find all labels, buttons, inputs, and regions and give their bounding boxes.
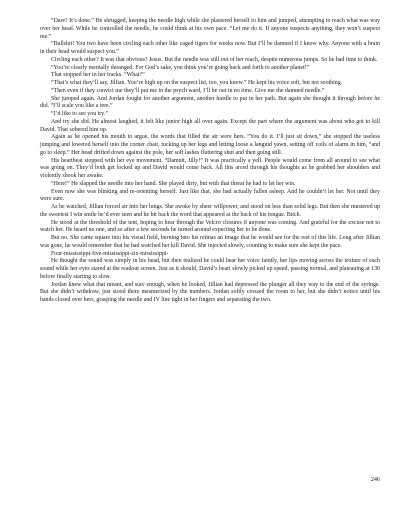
paragraph: As he watched, Jillian forced air into her lungs. She awoke by sheer willpower, and stood on less than solid legs. But then she mustered up the sweetest I win smile he’d ever seen and he bit back the word that appeared at the back of his tongue. Bitch. [40,204,380,218]
paragraph: “Bullshit! You two have been circling each other like caged tigers for weeks now. But I’ll be damned if I know why. Anyone with a brain in their head would suspect you.” [40,41,380,55]
paragraph: Even now she was blinking and re-orienting herself. Just like that, she had actually fallen asleep. And he couldn’t let her. Not until they were sure. [40,188,380,203]
paragraph: Jordan knew what that meant, and sure enough, when he looked, Jillian had depressed the plunger all they way to the end of the syringe. But she didn’t withdraw, just stood there mesmerized by the numbers. Jordan softly crossed the room to her, but she didn’t notice until his hands closed over hers, grasping the needle and IV line tight in her fingers and separating the two. [40,281,380,303]
paragraph: “You’re clearly mentally deranged. For God’s sake, you think you’re going back and forth to another planet!” [51,64,310,71]
paragraph: And try she did. He almost laughed, it felt like junior high all over again. Except the part where the argument was about who got to kill David. That sobered him up. [40,118,380,133]
paragraph: Circling each other? It was that obvious? Jesus. But the needle was still out of her reach, despite numerous jumps. So he had time to think. [51,56,378,63]
paragraph: Four-mississippi-five-mississippi-six-mississippi- [51,250,169,257]
paragraph: But no. She came square into his visual field, burning into his retinas an image that he would see for the rest of this life. Long after Jillian was gone, he would remember that he had watched her kill David. She injected slowly, counting to make sure she kept the pace. [40,235,380,249]
paragraph: “Dare? It’s done.” He shrugged, keeping the needle high while she plastered herself to him and jumped, attempting to reach what was way over her head. While he controlled the needle, he could think at his own pace. “Let me do it. If anyone suspects anything, they won’t suspect me.” [40,18,380,40]
paragraph: “Here!” He slapped the needle into her hand. She played dirty, but with that threat he had to let her win. [51,180,296,187]
paragraph: His heartbeat stopped with her eye movement. “Damnit, Jilly!” It was practically a yell. People would come from all around to see what was going on. They’d both get locked up and David would come back. All this arced through his thoughts as he grabbed her shoulders and violently shook her awake. [40,157,380,179]
paragraph: “Then even if they convict me they’ll put me in the psych ward, I’ll be out in no time. Give me the damned needle.” [51,87,325,94]
paragraph: He stood at the threshold of the tent, hoping to hear through the Velcro closures if anyone was coming. And grateful for the excuse not to watch her. He heard no one, and so after a few seconds he turned around expecting her to be done. [40,219,380,234]
page-number: 246 [370,476,380,483]
paragraph: Again as he opened his mouth to argue, the words that filled the air were hers. “You do it. I’ll just sit down,” she stopped the useless jumping and lowered herself into the corner chair, tucking up her legs and letting loose a languid yawn, setting off coils of alarm in him, “and go to sleep.” Her head drifted down against the pole, her soft lashes fluttering shut and then going still. [40,134,380,156]
body-text [40,18,380,305]
paragraph: “That’s what they’ll say, Jillian. You’re high up on the suspect list, too, you know.” He kept his voice soft, but not soothing. [51,80,343,86]
paragraph: That stopped her in her tracks. “What?” [51,72,145,79]
paragraph: “I’d like to see you try.” [51,111,108,117]
paragraph: She jumped again. And Jordan fought for another argument, another hurdle to put in her path. But again she thought it through before he did. “I’ll scale you like a tree.” [40,95,380,110]
paragraph: He thought the sound was simply in his head, but then realized he could hear her voice faintly, her lips moving across the texture of each sound while her eyes stared at the readout screen. Just as it should, David’s heart slowly picked up speed, passing normal, and plateauing at 130 before finally starting to slow. [40,258,380,280]
